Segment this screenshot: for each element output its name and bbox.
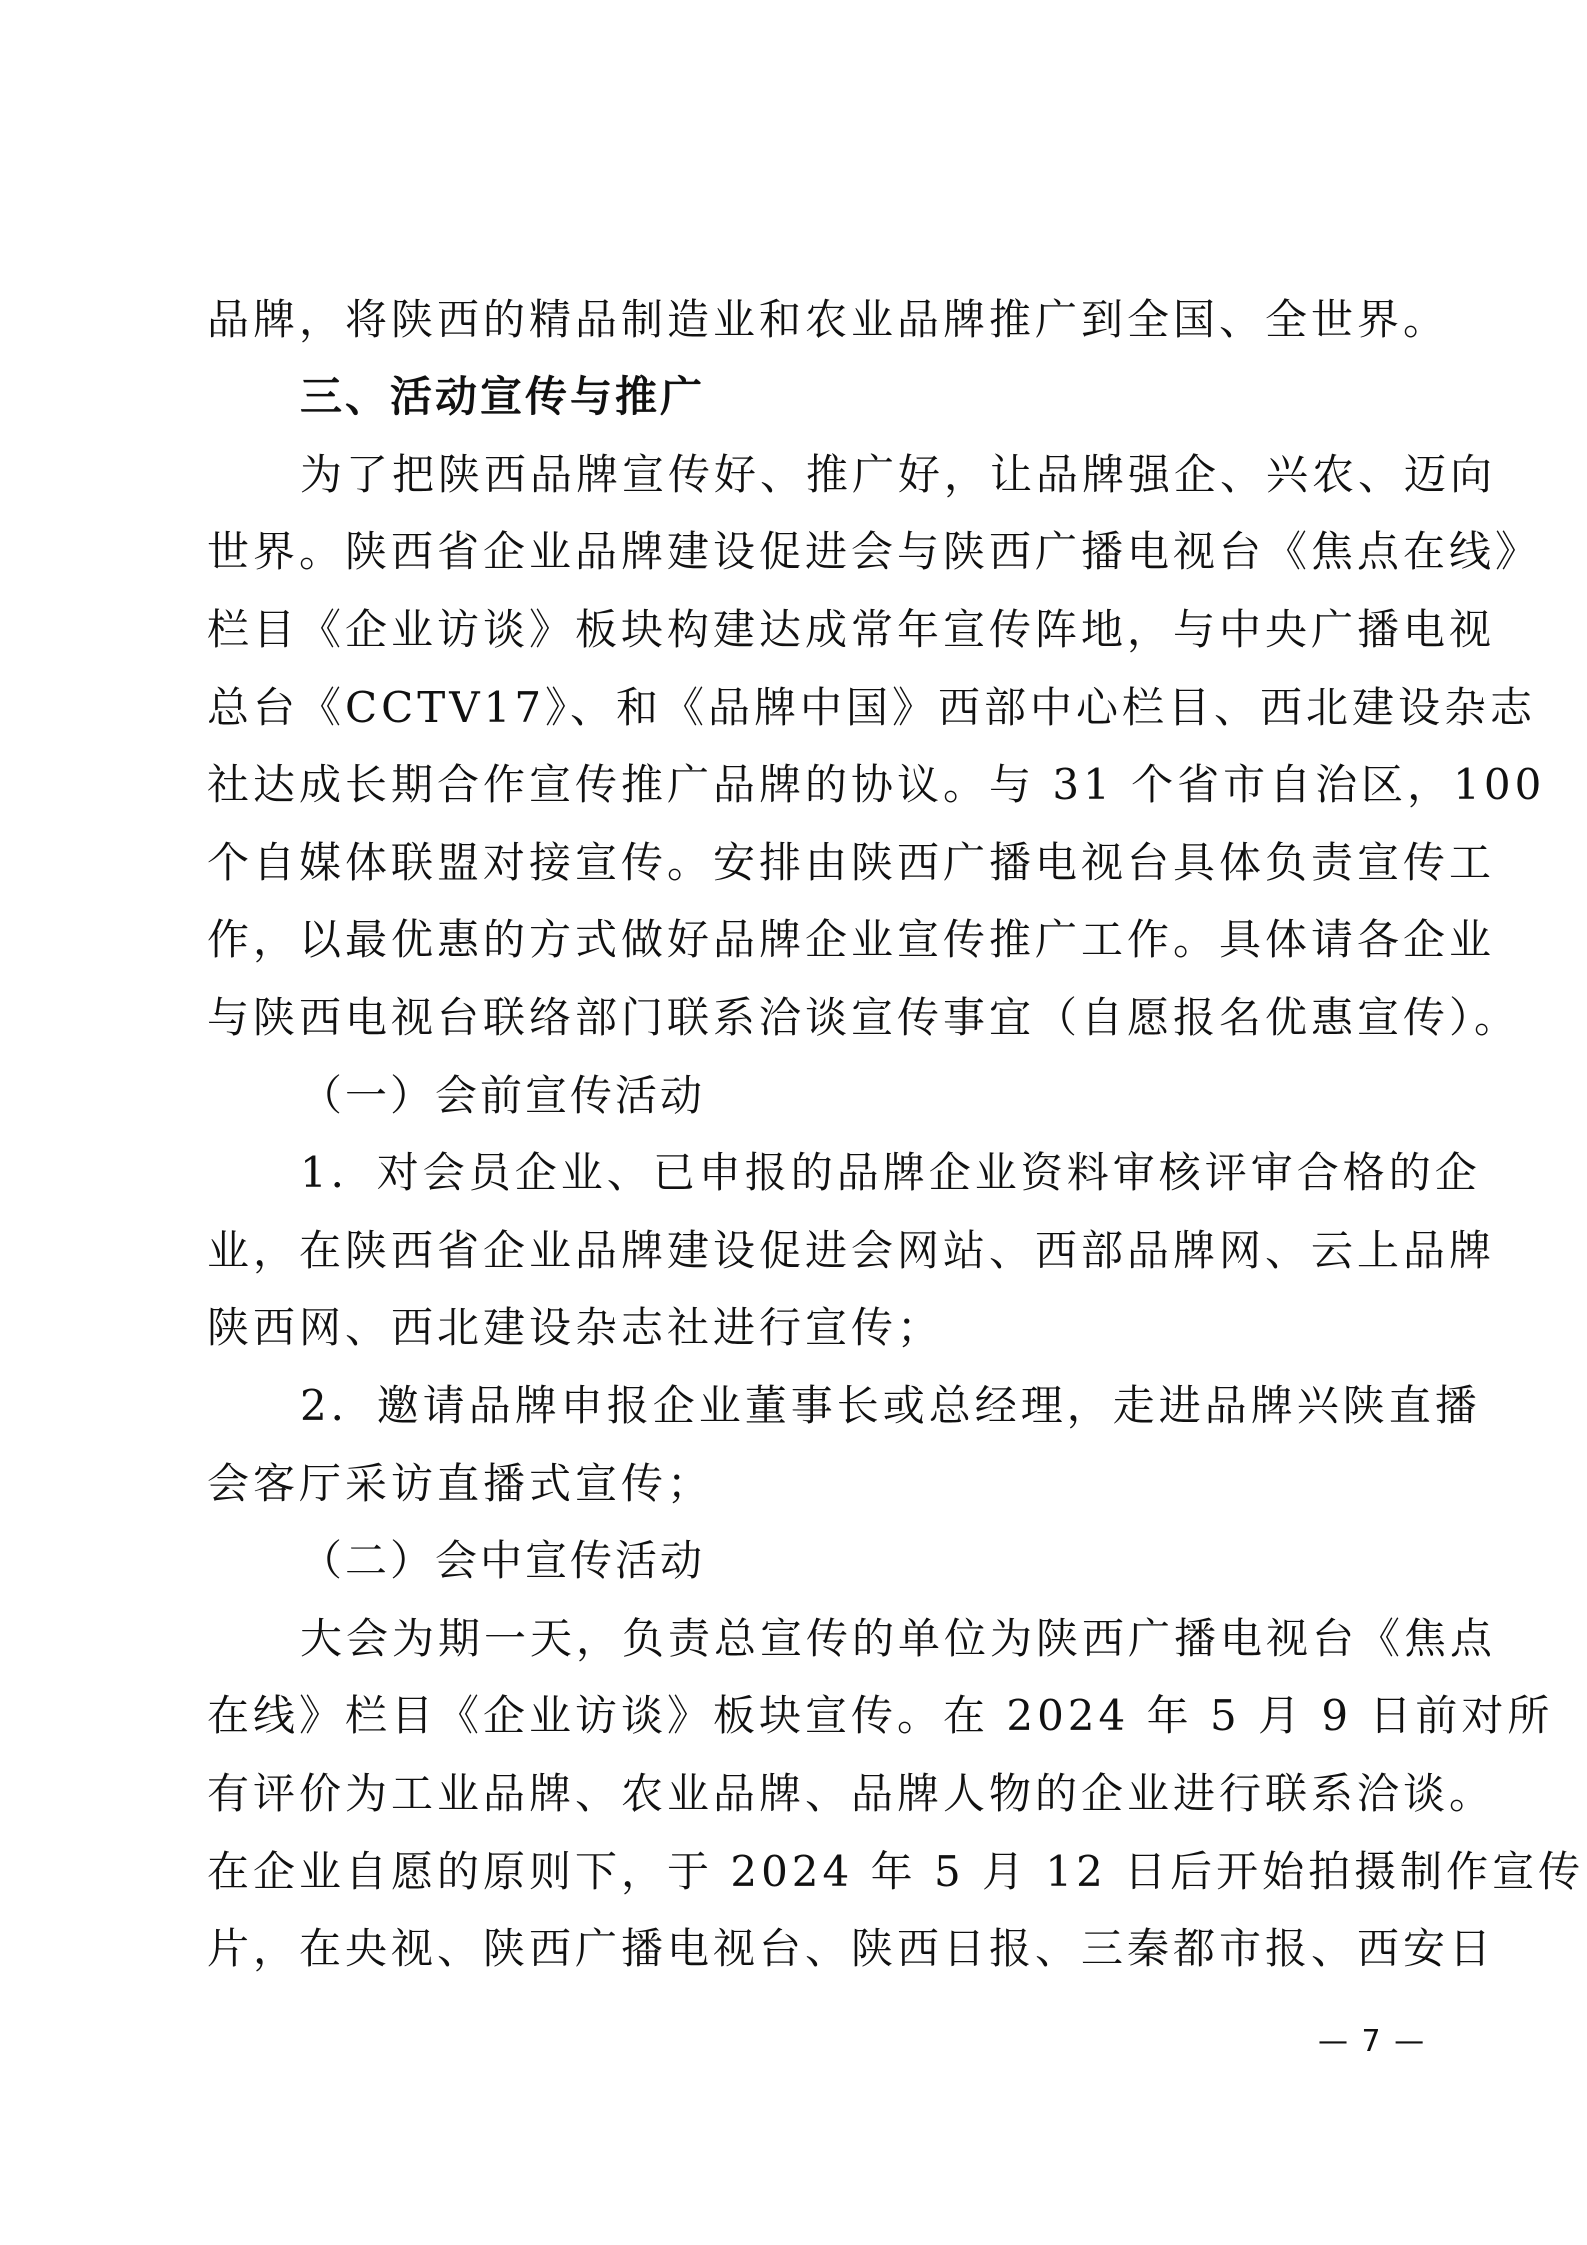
subsection-heading: （二）会中宣传活动	[300, 1536, 706, 1585]
list-item-line: 会客厅采访直播式宣传；	[207, 1459, 714, 1508]
paragraph-line: 社达成长期合作宣传推广品牌的协议。与 31 个省市自治区，100	[207, 760, 1546, 809]
paragraph-line: 为了把陕西品牌宣传好、推广好，让品牌强企、兴农、迈向	[300, 450, 1497, 499]
paragraph-line: 作，以最优惠的方式做好品牌企业宣传推广工作。具体请各企业	[207, 915, 1496, 964]
list-item-line: 陕西网、西北建设杂志社进行宣传；	[207, 1303, 944, 1352]
page-number: — 7 —	[1318, 2024, 1427, 2059]
paragraph-line: 个自媒体联盟对接宣传。安排由陕西广播电视台具体负责宣传工	[207, 838, 1496, 887]
paragraph-line: 片，在央视、陕西广播电视台、陕西日报、三秦都市报、西安日	[207, 1924, 1496, 1973]
paragraph-line: 在企业自愿的原则下，于 2024 年 5 月 12 日后开始拍摄制作宣传	[207, 1847, 1585, 1896]
paragraph-line: 与陕西电视台联络部门联系洽谈宣传事宜（自愿报名优惠宣传）。	[207, 993, 1521, 1042]
paragraph-line: 大会为期一天，负责总宣传的单位为陕西广播电视台《焦点	[300, 1614, 1497, 1663]
section-heading: 三、活动宣传与推广	[300, 372, 706, 421]
paragraph-line: 有评价为工业品牌、农业品牌、品牌人物的企业进行联系洽谈。	[207, 1769, 1496, 1818]
paragraph-line: 品牌，将陕西的精品制造业和农业品牌推广到全国、全世界。	[207, 295, 1450, 344]
list-item-line: 1．对会员企业、已申报的品牌企业资料审核评审合格的企	[300, 1148, 1481, 1197]
list-item-line: 2．邀请品牌申报企业董事长或总经理，走进品牌兴陕直播	[300, 1381, 1481, 1430]
paragraph-line: 世界。陕西省企业品牌建设促进会与陕西广播电视台《焦点在线》	[207, 527, 1542, 576]
subsection-heading: （一）会前宣传活动	[300, 1071, 706, 1120]
paragraph-line: 栏目《企业访谈》板块构建达成常年宣传阵地，与中央广播电视	[207, 605, 1496, 654]
paragraph-line: 总台《CCTV17》、和《品牌中国》西部中心栏目、西北建设杂志	[207, 683, 1537, 732]
paragraph-line: 在线》栏目《企业访谈》板块宣传。在 2024 年 5 月 9 日前对所	[207, 1691, 1554, 1740]
list-item-line: 业，在陕西省企业品牌建设促进会网站、西部品牌网、云上品牌	[207, 1226, 1496, 1275]
